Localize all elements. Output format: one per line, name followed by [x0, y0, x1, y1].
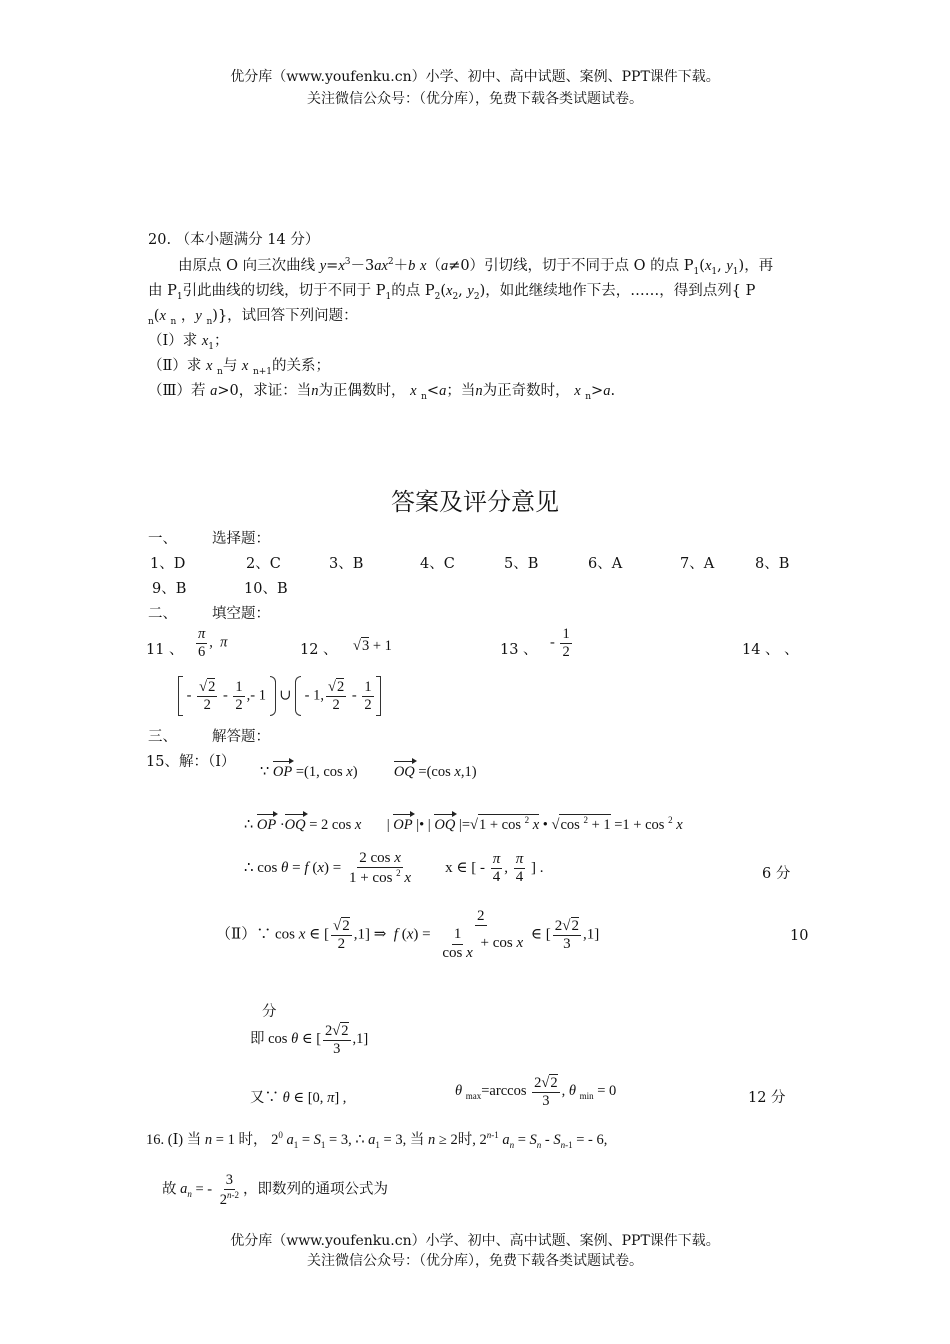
score-12: 12 分 — [748, 1090, 786, 1106]
choice-2: 2、C — [246, 556, 281, 572]
score-10: 10 — [790, 928, 809, 944]
choice-3: 3、B — [329, 556, 364, 572]
choice-6: 6、A — [588, 556, 623, 572]
q15-part-2: （Ⅱ）∵ cos x ∈ [ $\frac{√2}{2}$ ,1] ⇒ f (x) = 2 $\frac{1}{\text{cos x}}$ + cos x ∈ [ $\frac{2√2}{3}$ ,1] — [216, 908, 600, 961]
q13-answer: - $\frac{1}{2}$ — [550, 626, 570, 660]
q16-formula: 故 $a_n$ = - $\frac{3}{2^{n-2}}$ ，即数列的通项公式为 — [162, 1172, 389, 1208]
q15-ji: 即 cos θ ∈ [ $\frac{2√2}{3}$ ,1] — [250, 1023, 369, 1057]
q13-label: 13 、 — [500, 642, 538, 658]
q11-answer: $\frac{\pi}{6}$ , π — [198, 626, 228, 660]
choice-5: 5、B — [504, 556, 539, 572]
q15-cos-theta: ∴ cos θ = f (x) = $\frac{\text{2 cos x}}{1 + \cos ^2 x}$ x ∈ [ - $\frac{\pi}{4}$ , $\frac{\pi}{4}$ ] . — [244, 850, 544, 887]
sec2-title: 填空题： — [212, 606, 270, 622]
q14-label: 14 、 、 — [742, 642, 799, 658]
sec3-num: 三、 — [148, 729, 177, 745]
q20-part-1: （Ⅰ）求 $x_1$； — [148, 333, 229, 352]
choice-1: 1、D — [150, 556, 186, 572]
footer-line-2: 关注微信公众号：（优分库），免费下载各类试题试卷。 — [307, 1253, 643, 1269]
sec2-num: 二、 — [148, 606, 177, 622]
header-line-1: 优分库（www.youfenku.cn）小学、初中、高中试题、案例、PPT课件下载。 — [230, 69, 720, 85]
answers-title: 答案及评分意见 — [391, 488, 559, 516]
choice-10: 10、B — [244, 581, 288, 597]
score-10-fen: 分 — [262, 1004, 277, 1020]
q15-you: 又∵ θ ∈ [0, π] , — [250, 1090, 347, 1106]
sec1-title: 选择题： — [212, 531, 270, 547]
choice-7: 7、A — [680, 556, 715, 572]
choice-8: 8、B — [755, 556, 790, 572]
q20-line3: $_n$(x $_n$ ，y $_n$)}，试回答下列问题： — [148, 308, 358, 327]
q20-part-3: （Ⅲ）若 a>0，求证：当n为正偶数时， x $_n$<a；当n为正奇数时， x $_n$>a. — [148, 383, 616, 402]
q16-part-1: 16. (Ⅰ) 当 n = 1 时， $2^0$ $a_1 = S_1 = 3$, ∴ $a_1 = 3$, 当 n ≥ 2时, 2$^{n-1}$ $a_n = S_n - S_{n-1}$ = - 6, — [146, 1130, 608, 1150]
q20-heading: 20. （本小题满分 14 分） — [148, 232, 320, 248]
choice-4: 4、C — [420, 556, 455, 572]
q15-theta-range: θ $_{max}$=arccos $\frac{2√2}{3}$ , θ $_{min}$ = 0 — [455, 1075, 617, 1109]
q15-vectors: ∵ OP =(1, cos x) OQ =(cos x,1) — [260, 764, 477, 780]
q12-label: 12 、 — [300, 642, 338, 658]
sec3-title: 解答题： — [212, 729, 270, 745]
q14-answer: - $\frac{√2}{2}$ - $\frac{1}{2}$ ,- 1 ∪ - 1, $\frac{√2}{2}$ - $\frac{1}{2}$ — [178, 676, 381, 716]
q15-dot-product: ∴ OP ·OQ = 2 cos x | OP |• | OQ |=√1 + cos $^2$ x • √cos $^2$ + 1 =1 + cos $^2$ x — [244, 815, 683, 833]
q11-label: 11 、 — [146, 642, 184, 658]
q20-line2: 由 $P_1$引此曲线的切线，切于不同于 $P_1$的点 $P_2(x_2$, $y_2$)，如此继续地作下去，……，得到点列{ P — [148, 283, 756, 302]
score-6: 6 分 — [762, 866, 791, 882]
header-line-2: 关注微信公众号：（优分库），免费下载各类试题试卷。 — [307, 91, 643, 107]
q20-line1: 由原点 O 向三次曲线 $y=x^3-3ax^2+b$ x（a≠0）引切线，切于不同于点 O 的点 $P_1(x_1$, $y_1$)，再 — [178, 257, 774, 277]
choice-9: 9、B — [152, 581, 187, 597]
q20-part-2: （Ⅱ）求 x $_n$与 x $_{n+1}$的关系； — [148, 358, 331, 377]
sec1-num: 一、 — [148, 531, 177, 547]
q15-label: 15、解：（Ⅰ） — [146, 754, 236, 770]
footer-line-1: 优分库（www.youfenku.cn）小学、初中、高中试题、案例、PPT课件下载。 — [230, 1233, 720, 1249]
q12-answer: √3 + 1 — [353, 638, 392, 654]
